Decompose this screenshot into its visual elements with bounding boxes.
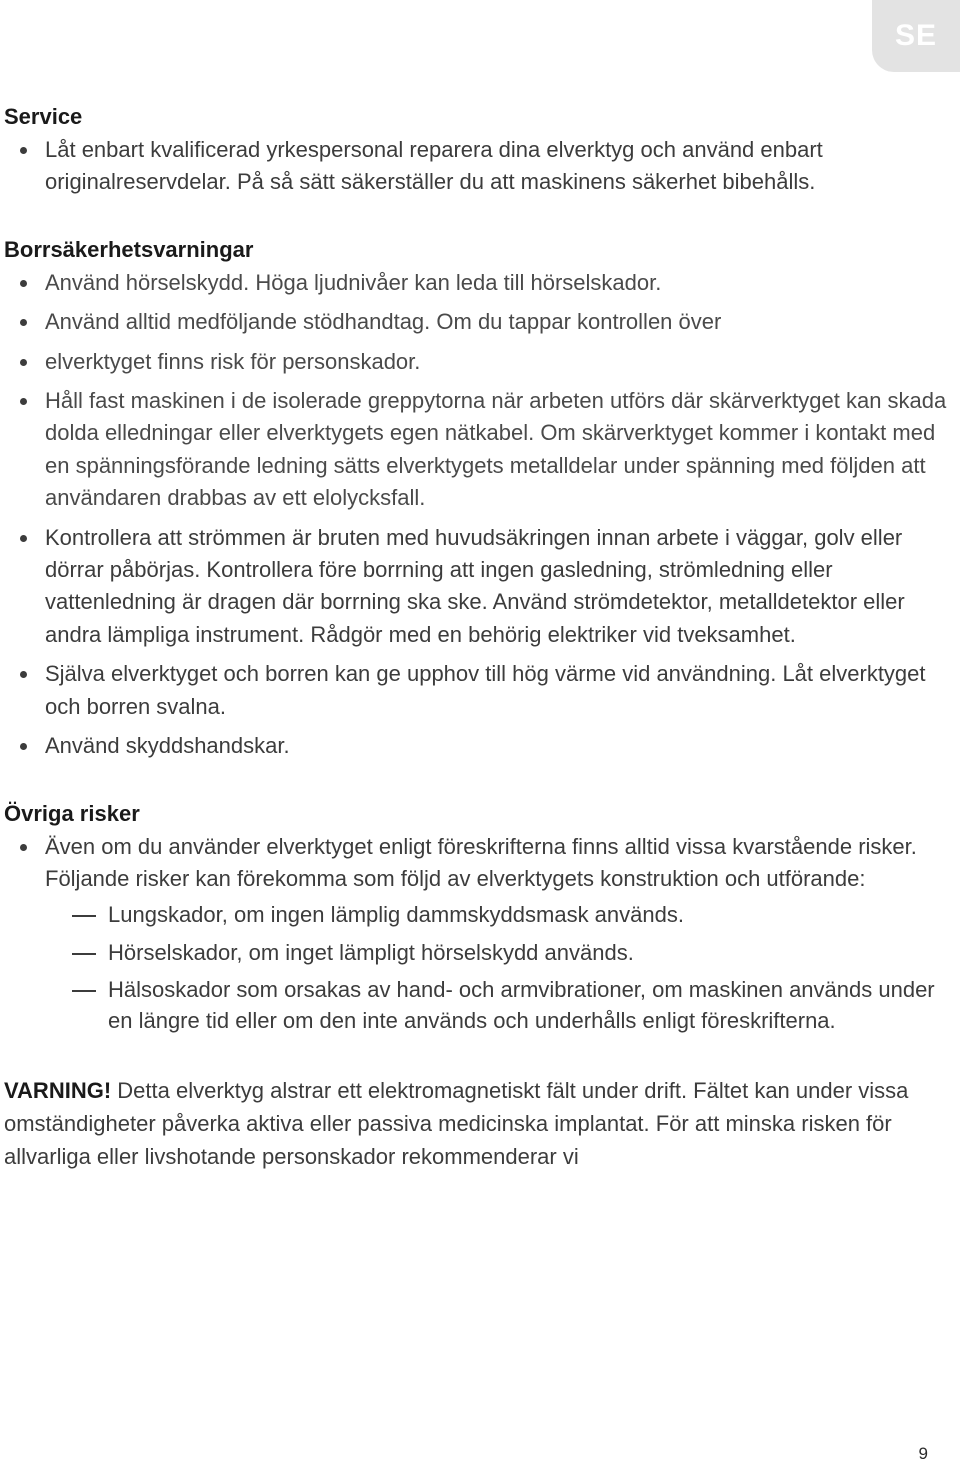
risk-dash-list	[4, 900, 954, 1036]
list-item	[4, 346, 954, 378]
drill-safety-list	[4, 267, 954, 763]
list-item	[4, 306, 954, 338]
list-item	[4, 385, 954, 515]
list-item	[4, 658, 954, 723]
bullet-icon	[20, 535, 27, 542]
bullet-icon	[20, 398, 27, 405]
language-tab: SE	[872, 0, 960, 72]
service-list	[4, 134, 954, 199]
list-item	[4, 134, 954, 199]
list-item	[4, 730, 954, 762]
dash-item-text: Hörselskador, om inget lämpligt hörselskydd används.	[108, 939, 634, 965]
dash-item-text: Lungskador, om ingen lämplig dammskyddsmask används.	[108, 902, 684, 928]
list-item-text: Även om du använder elverktyget enligt föreskrifterna finns alltid vissa kvarstående risker. Följande risker kan förekomma som följd av elverktygets konstruktion och utförande:	[45, 833, 917, 891]
warning-paragraph	[4, 1074, 954, 1173]
list-item-text: Själva elverktyget och borren kan ge upphov till hög värme vid användning. Låt elverktyget och borren svalna.	[45, 661, 926, 719]
page-content	[4, 100, 954, 1195]
list-item-text: Låt enbart kvalificerad yrkespersonal reparera dina elverktyg och använd enbart originalreservdelar. På så sätt säkerställer du att maskinens säkerhet bibehålls.	[45, 137, 823, 195]
list-item-text: Använd alltid medföljande stödhandtag. Om du tappar kontrollen över	[45, 309, 722, 335]
list-item-text: elverktyget finns risk för personskador.	[45, 348, 421, 374]
dash-list-item	[4, 900, 954, 931]
list-item-text: Kontrollera att strömmen är bruten med huvudsäkringen innan arbete i väggar, golv eller dörrar påbörjas. Kontrollera före borrning att ingen gasledning, strömledning eller vattenledning är dragen där borrning ska ske. Använd strömdetektor, metalldetektor eller andra lämpliga instrument. Rådgör med en behörig elektriker vid tveksamhet.	[45, 524, 905, 647]
other-risks-list	[4, 831, 954, 896]
page-number: 9	[918, 1444, 928, 1463]
bullet-icon	[20, 280, 27, 287]
dash-list-item	[4, 975, 954, 1036]
list-item-text: Använd hörselskydd. Höga ljudnivåer kan leda till hörselskador.	[45, 269, 662, 295]
warning-text: Detta elverktyg alstrar ett elektromagnetiskt fält under drift. Fältet kan under vissa omständigheter påverka aktiva eller passiva medicinska implantat. För att minska risken för allvarliga eller livshotande personskador rekommenderar vi	[4, 1078, 909, 1170]
dash-item-text: Hälsoskador som orsakas av hand- och armvibrationer, om maskinen används under en längre tid eller om den inte används och underhålls enligt föreskrifterna.	[108, 977, 935, 1033]
drill-safety-heading: Borrsäkerhetsvarningar	[4, 236, 254, 262]
bullet-icon	[20, 147, 27, 154]
list-item-text: Håll fast maskinen i de isolerade greppytorna när arbeten utförs där skärverktyget kan skada dolda elledningar eller elverktygets egen nätkabel. Om skärverktyget kommer i kontakt med en spänningsförande ledning sätts elverktygets metalldelar under spänning med följden att användaren drabbas av ett elolycksfall.	[45, 388, 947, 511]
bullet-icon	[20, 671, 27, 678]
bullet-icon	[20, 359, 27, 366]
list-item	[4, 522, 954, 652]
dash-icon	[72, 953, 96, 955]
dash-icon	[72, 990, 96, 992]
dash-list-item	[4, 938, 954, 969]
warning-label: VARNING!	[4, 1078, 112, 1104]
list-item-text: Använd skyddshandskar.	[45, 733, 290, 759]
list-item	[4, 831, 954, 896]
service-heading: Service	[4, 104, 83, 129]
other-risks-heading: Övriga risker	[4, 800, 140, 826]
dash-icon	[72, 915, 96, 917]
bullet-icon	[20, 844, 27, 851]
bullet-icon	[20, 319, 27, 326]
list-item	[4, 267, 954, 299]
bullet-icon	[20, 743, 27, 750]
